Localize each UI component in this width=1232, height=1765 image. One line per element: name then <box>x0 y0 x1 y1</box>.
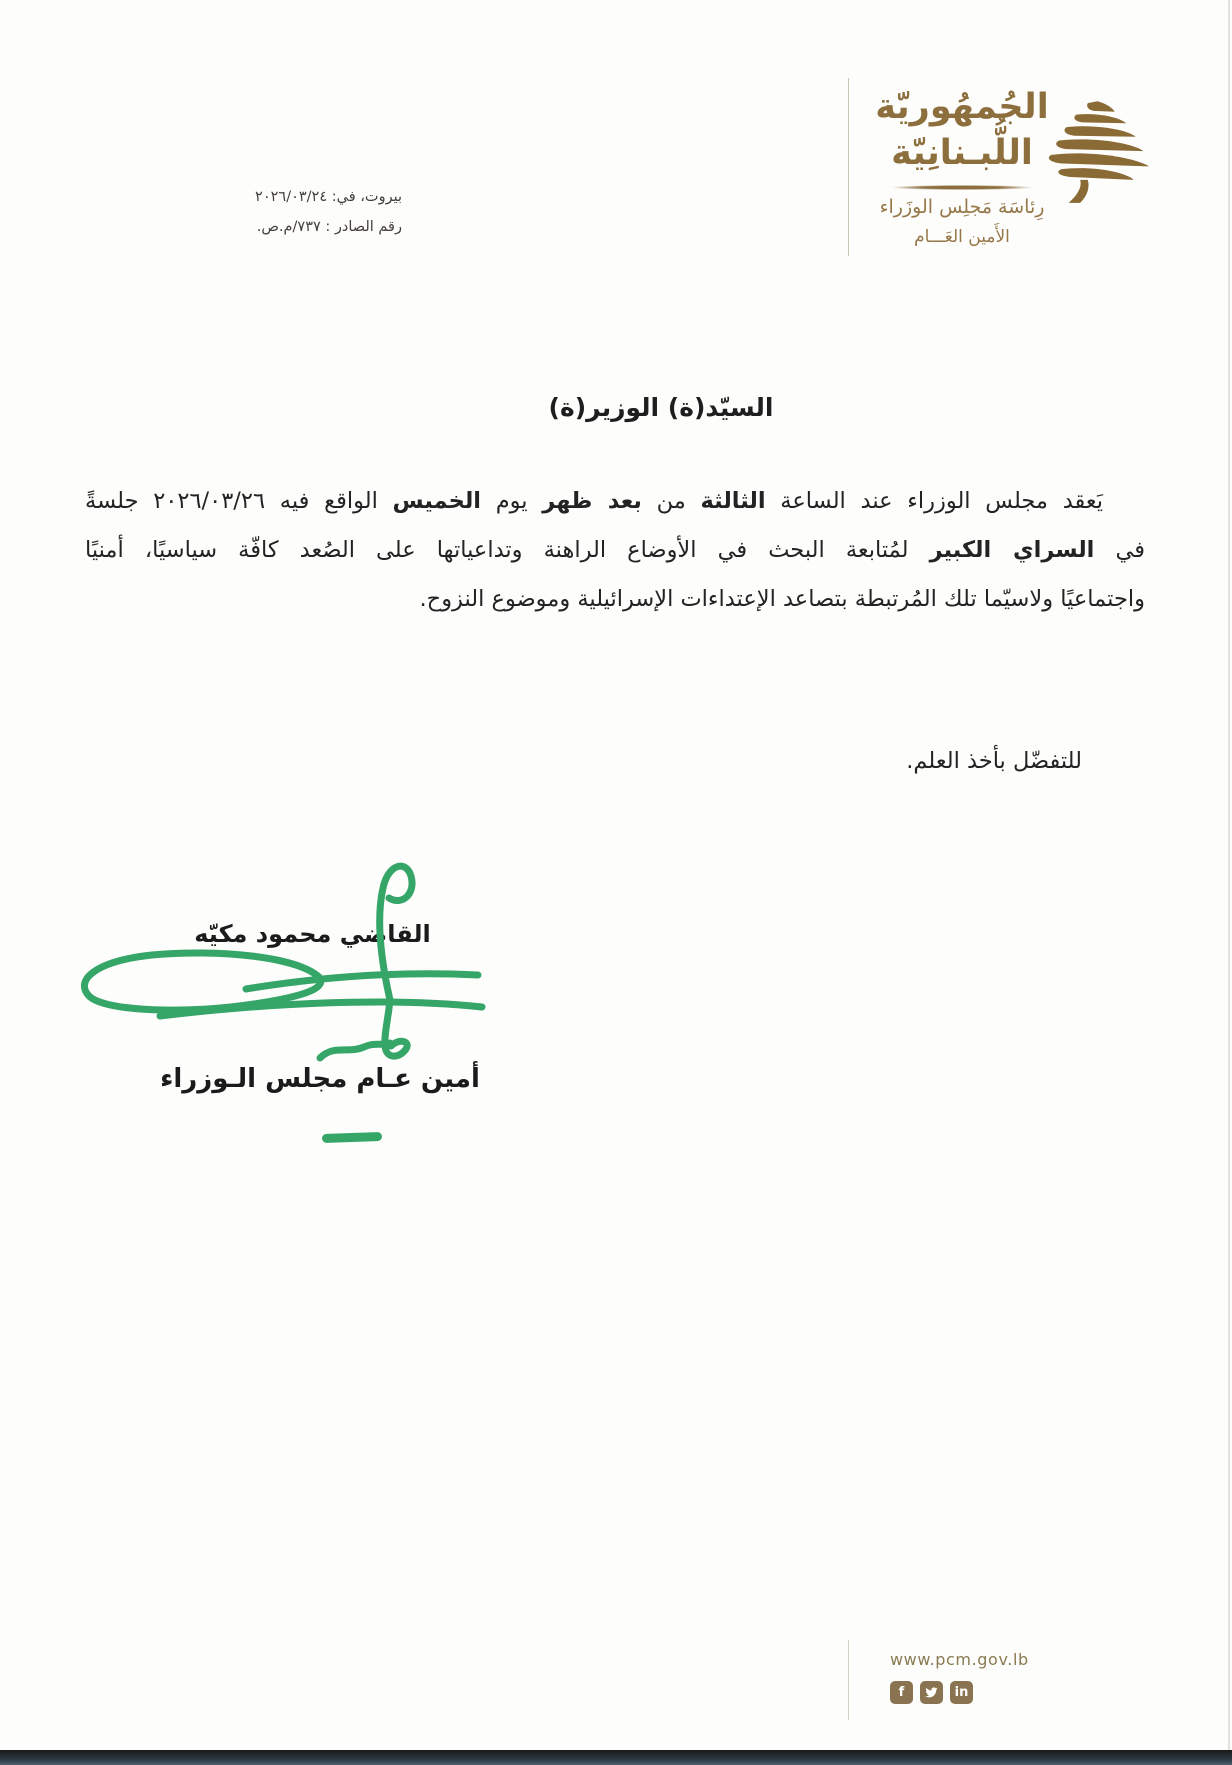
body-segment-bold: الثالثة <box>700 488 766 514</box>
social-icons-row <box>890 1681 973 1704</box>
body-line-3 <box>85 575 1145 624</box>
body-segment-bold: الخميس <box>392 488 481 514</box>
twitter-bird-glyph <box>924 1685 939 1700</box>
republic-title-line2: اللُّبـنانِيّة <box>891 133 1033 174</box>
body-segment: لمُتابعة البحث في الأوضاع الراهنة وتداعياتها على الصُعد كافّة سياسيًا، أمنيًا <box>85 537 930 563</box>
linkedin-icon <box>950 1681 973 1704</box>
body-segment: الواقع فيه ٢٠٢٦/٠٣/٢٦ جلسةً <box>85 488 393 514</box>
republic-title <box>860 84 1064 176</box>
cedar-tree-icon <box>1038 98 1153 208</box>
handwritten-signature-icon <box>68 852 488 1067</box>
scan-bottom-band <box>0 1750 1232 1765</box>
place-and-date: بيروت، في: ٢٠٢٦/٠٣/٢٤ <box>255 189 402 205</box>
footer-vertical-divider <box>848 1640 849 1720</box>
salutation: السيّد(ة) الوزير(ة) <box>548 393 774 422</box>
letter-meta-block <box>128 182 402 242</box>
letterhead-emblem <box>860 84 1064 247</box>
facebook-icon <box>890 1681 913 1704</box>
linkedin-glyph: in <box>954 1685 969 1700</box>
signatory-name: القاضي محمود مكيّه <box>194 920 431 948</box>
republic-title-line1: الجُمهُوريّة <box>875 87 1049 127</box>
body-line-2 <box>85 526 1145 575</box>
body-segment: من <box>641 488 701 514</box>
presidency-of-council-label: رِئاسَة مَجلِس الوزَراء <box>879 196 1045 219</box>
letter-body <box>85 477 1145 624</box>
body-segment-bold: السراي الكبير <box>929 537 1095 563</box>
twitter-icon <box>920 1681 943 1704</box>
letterhead-vertical-divider <box>848 78 849 256</box>
body-segment: يوم <box>481 488 543 514</box>
closing-phrase: للتفضّل بأخذ العلم. <box>906 748 1082 774</box>
signatory-title: أمين عـام مجلس الـوزراء <box>160 1064 480 1094</box>
body-segment: يَعقد مجلس الوزراء عند الساعة <box>765 488 1104 514</box>
body-segment: واجتماعيًا ولاسيّما تلك المُرتبطة بتصاعد الإعتداءات الإسرائيلية وموضوع النزوح. <box>419 586 1145 612</box>
website-url: www.pcm.gov.lb <box>890 1650 1029 1669</box>
body-line-1 <box>85 477 1145 526</box>
outgoing-ref-number: رقم الصادر : ٧٣٧/م.ص. <box>256 219 402 235</box>
body-segment-bold: بعد ظهر <box>542 488 642 514</box>
signature-ink-dash <box>322 1132 382 1143</box>
facebook-glyph: f <box>898 1685 905 1700</box>
emblem-divider-line <box>892 185 1032 190</box>
secretary-general-label: الأَمين العَـــام <box>914 227 1010 248</box>
scan-right-edge <box>1228 0 1230 1765</box>
body-segment: في <box>1094 537 1145 563</box>
